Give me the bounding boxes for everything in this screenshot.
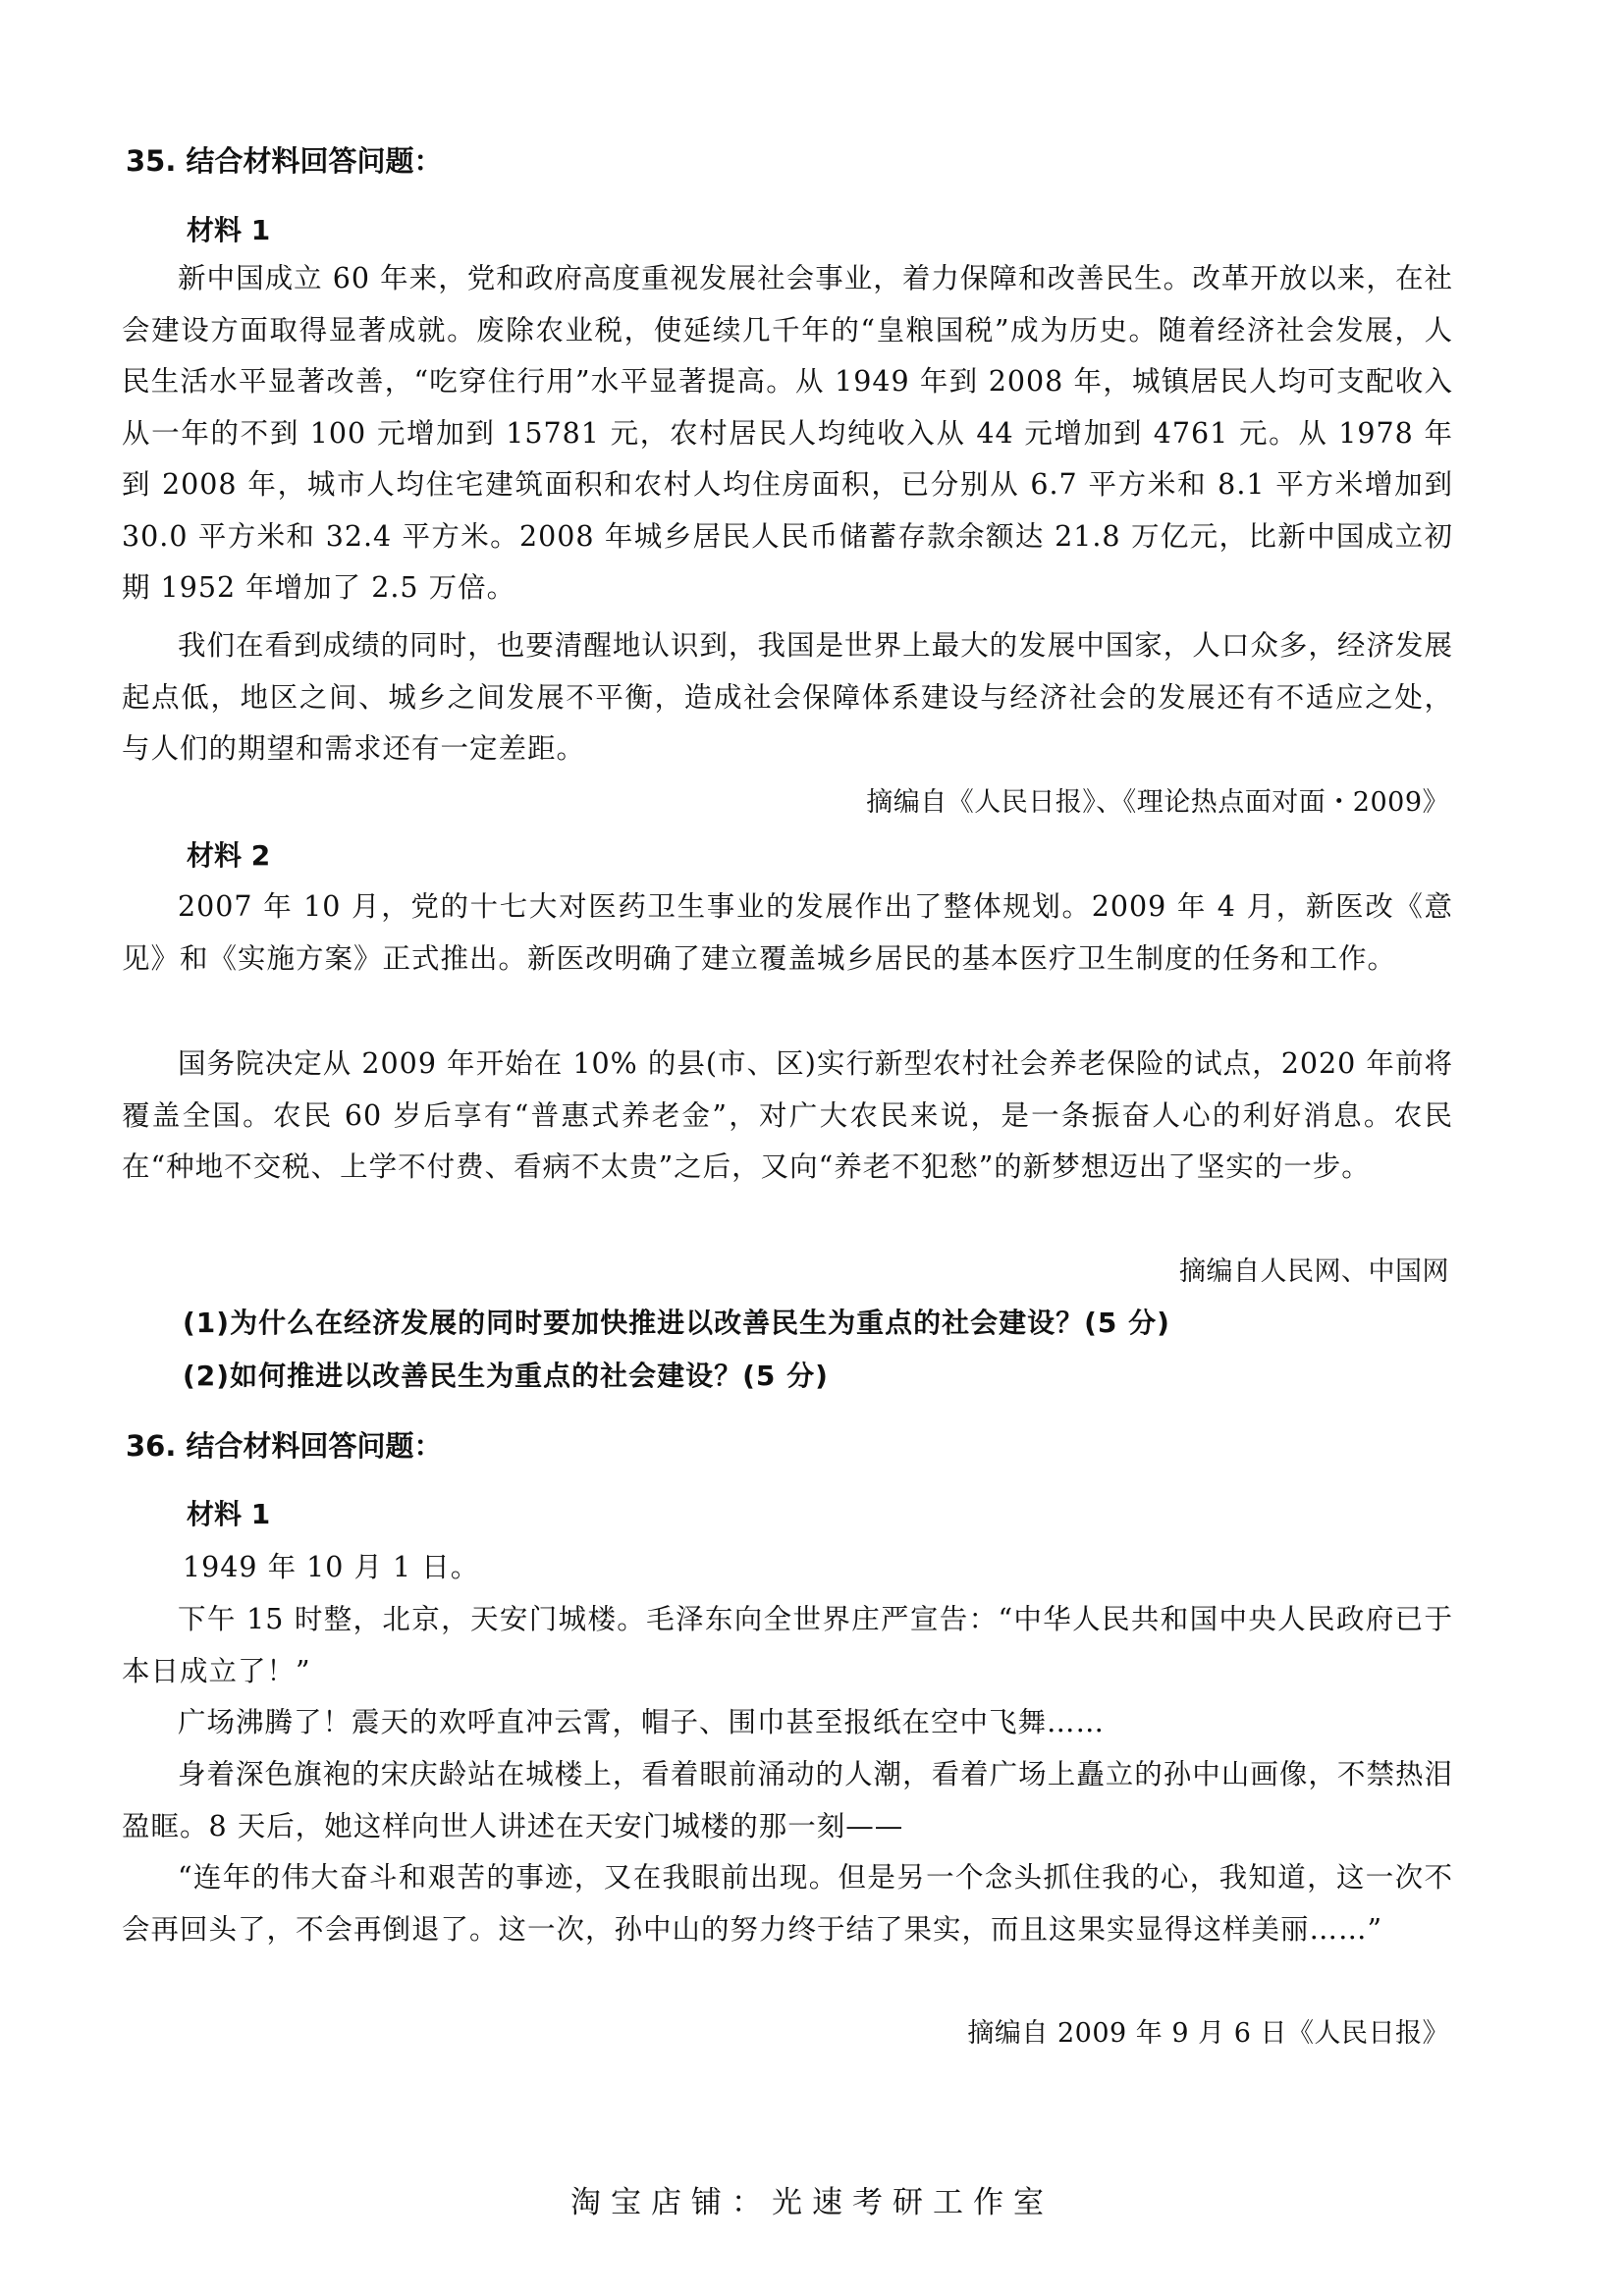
q36-material-1-paragraph-4: 身着深色旗袍的宋庆龄站在城楼上，看着眼前涌动的人潮，看着广场上矗立的孙中山画像，不禁热泪盈眶。8 天后，她这样向世人讲述在天安门城楼的那一刻——: [122, 1758, 1453, 1842]
q36-material-1-paragraph-1: 1949 年 10 月 1 日。: [183, 1551, 480, 1583]
q35-material-2-paragraph-1: 2007 年 10 月，党的十七大对医药卫生事业的发展作出了整体规划。2009 年 4 月，新医改《意见》和《实施方案》正式推出。新医改明确了建立覆盖城乡居民的基本医疗卫生制度的任务和工作。: [122, 890, 1453, 975]
q36-material-1-paragraph-2: 下午 15 时整，北京，天安门城楼。毛泽东向全世界庄严宣告：“中华人民共和国中央人民政府已于本日成立了！”: [122, 1603, 1453, 1687]
question-35-title: 35. 结合材料回答问题：: [126, 144, 443, 178]
footer-shop-text: 淘宝店铺：光速考研工作室: [570, 2185, 1054, 2220]
q36-material-1-label: 材料 1: [187, 1498, 271, 1530]
q36-material-1-paragraph-5: “连年的伟大奋斗和艰苦的事迹，又在我眼前出现。但是另一个念头抓住我的心，我知道，这一次不会再回头了，不会再倒退了。这一次，孙中山的努力终于结了果实，而且这果实显得这样美丽……”: [122, 1861, 1453, 1946]
q36-material-1-paragraph-3: 广场沸腾了！震天的欢呼直冲云霄，帽子、围巾甚至报纸在空中飞舞……: [178, 1706, 1106, 1738]
q35-material-1-paragraph-1: 新中国成立 60 年来，党和政府高度重视发展社会事业，着力保障和改善民生。改革开放以来，在社会建设方面取得显著成就。废除农业税，使延续几千年的“皇粮国税”成为历史。随着经济社会发展，人民生活水平显著改善，“吃穿住行用”水平显著提高。从 1949 年到 2008 年，城镇居民人均可支配收入从一年的不到 100 元增加到 15781 元，农村居民人均纯收入从 44 元增加到 4761 元。从 1978 年到 2008 年，城市人均住宅建筑面积和农村人均住房面积，已分别从 6.7 平方米和 8.1 平方米增加到 30.0 平方米和 32.4 平方米。2008 年城乡居民人民币储蓄存款余额达 21.8 万亿元，比新中国成立初期 1952 年增加了 2.5 万倍。: [122, 262, 1453, 604]
q35-material-1-label: 材料 1: [187, 214, 271, 246]
q35-material-1-source: 摘编自《人民日报》、《理论热点面对面・2009》: [866, 787, 1449, 818]
q35-material-2-paragraph-2: 国务院决定从 2009 年开始在 10% 的县(市、区)实行新型农村社会养老保险的试点，2020 年前将覆盖全国。农民 60 岁后享有“普惠式养老金”，对广大农民来说，是一条振奋人心的利好消息。农民在“种地不交税、上学不付费、看病不太贵”之后，又向“养老不犯愁”的新梦想迈出了坚实的一步。: [122, 1047, 1453, 1183]
q36-material-1-source: 摘编自 2009 年 9 月 6 日《人民日报》: [967, 2018, 1449, 2049]
q35-material-1-paragraph-2: 我们在看到成绩的同时，也要清醒地认识到，我国是世界上最大的发展中国家，人口众多，经济发展起点低，地区之间、城乡之间发展不平衡，造成社会保障体系建设与经济社会的发展还有不适应之处，与人们的期望和需求还有一定差距。: [122, 629, 1453, 765]
q35-material-2-source: 摘编自人民网、中国网: [1179, 1256, 1449, 1287]
q35-sub-question-2: (2)如何推进以改善民生为重点的社会建设？(5 分): [183, 1360, 829, 1392]
q35-material-2-label: 材料 2: [187, 839, 271, 872]
question-36-title: 36. 结合材料回答问题：: [126, 1429, 443, 1463]
q35-sub-question-1: (1)为什么在经济发展的同时要加快推进以改善民生为重点的社会建设？(5 分): [183, 1307, 1170, 1339]
